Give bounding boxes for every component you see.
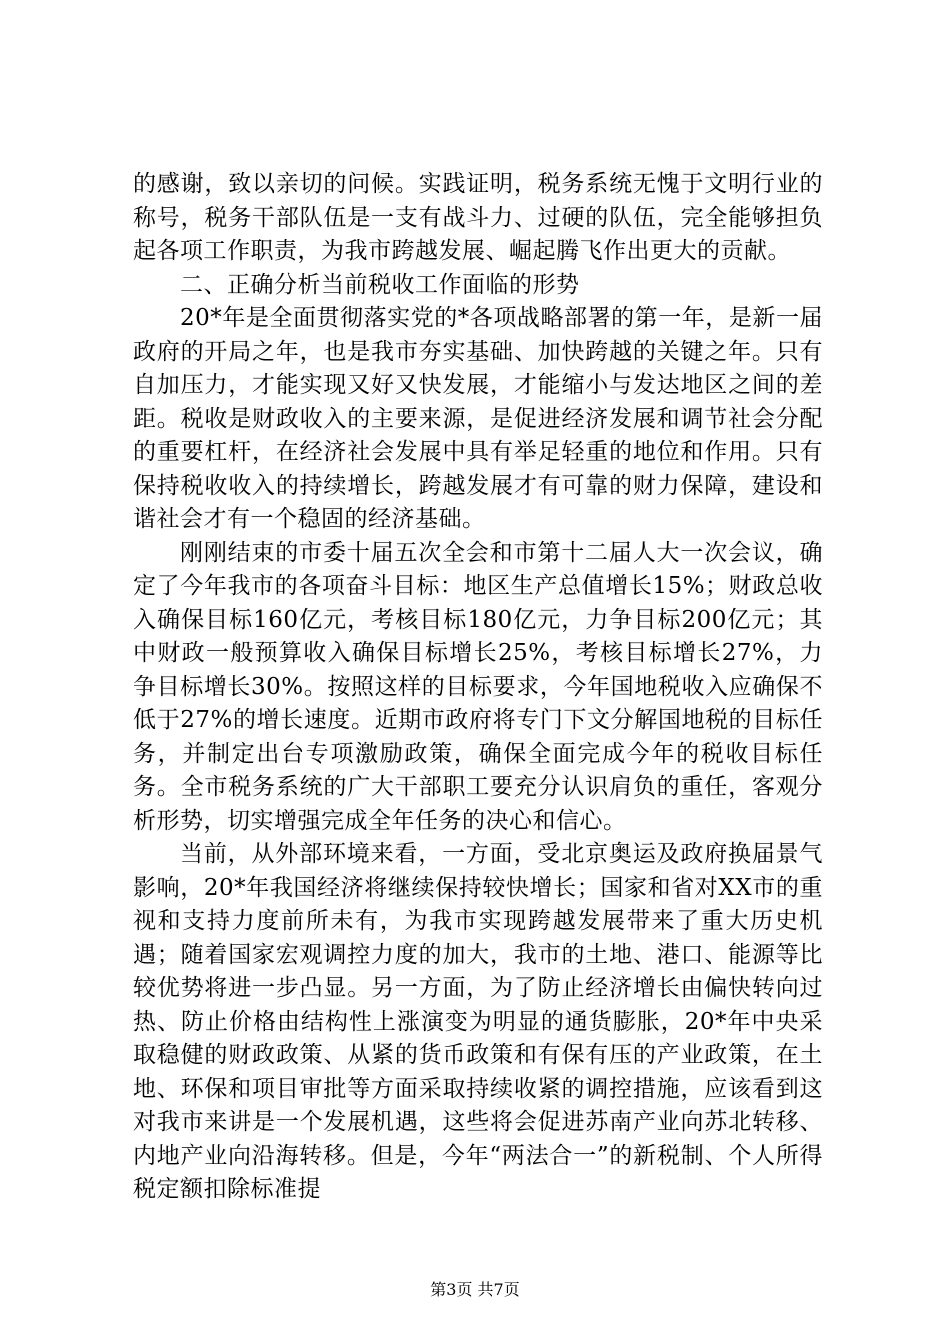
page-number-footer: 第3页 共7页 bbox=[430, 1280, 520, 1299]
paragraph: 当前，从外部环境来看，一方面，受北京奥运及政府换届景气影响，20*年我国经济将继续保持较快增长；国家和省对XX市的重视和支持力度前所未有，为我市实现跨越发展带来了重大历史机遇；随着国家宏观调控力度的加大，我市的土地、港口、能源等比较优势将进一步凸显。另一方面，为了防止经济增长由偏快转向过热、防止价格由结构性上涨演变为明显的通货膨胀，20*年中央采取稳健的财政政策、从紧的货币政策和有保有压的产业政策，在土地、环保和项目审批等方面采取持续收紧的调控措施，应该看到这对我市来讲是一个发展机遇，这些将会促进苏南产业向苏北转移、内地产业向沿海转移。但是，今年“两法合一”的新税制、个人所得税定额扣除标准提 bbox=[133, 841, 823, 1202]
section-heading: 二、正确分析当前税收工作面临的形势 bbox=[180, 271, 580, 298]
paragraph: 刚刚结束的市委十届五次全会和市第十二届人大一次会议，确定了今年我市的各项奋斗目标：地区生产总值增长15%；财政总收入确保目标160亿元，考核目标180亿元，力争目标200亿元；其中财政一般预算收入确保目标增长25%，考核目标增长27%，力争目标增长30%。按照这样的目标要求，今年国地税收入应确保不低于27%的增长速度。近期市政府将专门下文分解国地税的目标任务，并制定出台专项激励政策，确保全面完成今年的税收目标任务。全市税务系统的广大干部职工要充分认识肩负的重任，客观分析形势，切实增强完成全年任务的决心和信心。 bbox=[133, 539, 823, 834]
document-body bbox=[133, 168, 823, 1207]
paragraph: 20*年是全面贯彻落实党的*各项战略部署的第一年，是新一届政府的开局之年，也是我市夯实基础、加快跨越的关键之年。只有自加压力，才能实现又好又快发展，才能缩小与发达地区之间的差距。税收是财政收入的主要来源，是促进经济发展和调节社会分配的重要杠杆，在经济社会发展中具有举足轻重的地位和作用。只有保持税收收入的持续增长，跨越发展才有可靠的财力保障，建设和谐社会才有一个稳固的经济基础。 bbox=[133, 305, 823, 532]
paragraph-continued: 的感谢，致以亲切的问候。实践证明，税务系统无愧于文明行业的称号，税务干部队伍是一支有战斗力、过硬的队伍，完全能够担负起各项工作职责，为我市跨越发展、崛起腾飞作出更大的贡献。 bbox=[133, 171, 823, 264]
